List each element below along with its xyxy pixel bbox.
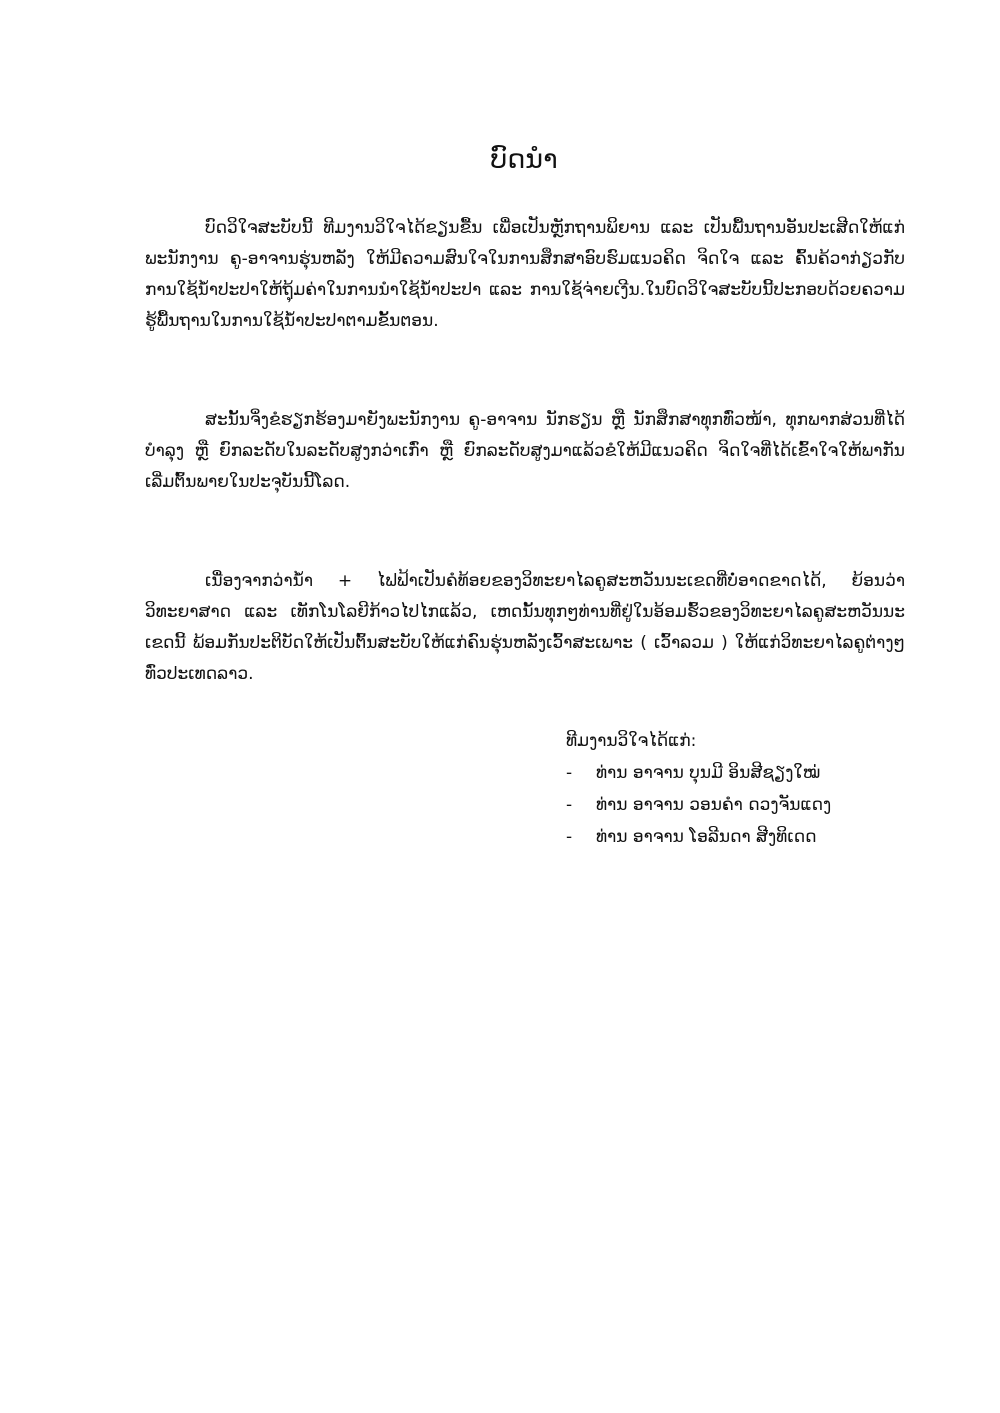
paragraph-appeal: ສະນັ້ນຈິ່ງຂໍຮຽກຮ້ອງມາຍັງພະນັກງານ ຄູ-ອາຈານ ນັກຮຽນ ຫຼື ນັກສຶກສາທຸກທົ່ວໜ້າ, ທຸກພາກສ່ວນທີ່ໄດ້ບໍາລຸງ ຫຼື ຍົກລະດັບໃນລະດັບສູງກວ່າເກົ່າ ຫຼື ຍົກລະດັບສູງມາແລ້ວຂໍໃຫ້ມີແນວຄິດ ຈິດໃຈທີ່ໄດ້ເຂົ້າໃຈໃຫ້ພາກັນເລີ່ມຕົ້ນພາຍໃນປະຈຸບັນນີ້ໂລດ. [145,410,905,492]
list-dash: - [566,827,573,847]
team-heading: ທີມງານວິໃຈໄດ້ແກ່: [566,731,697,751]
team-member-name: ທ່ານ ອາຈານ ວອນຄຳ ດວງຈັນແດງ [596,795,832,815]
paragraph-intro: ບົດວິໃຈສະບັບນີ້ ທີມງານວິໃຈໄດ້ຂຽນຂື້ນ ເພື່ອເປັນຫຼັກຖານພິຍານ ແລະ ເປັນພື້ນຖານອັນປະເສີດໃຫ້ແກ່ພະນັກງານ ຄູ-ອາຈານຮຸ່ນຫລັງ ໃຫ້ມີຄວາມສົນໃຈໃນການສຶກສາອົບຮົມແນວຄິດ ຈິດໃຈ ແລະ ຄົ້ນຄ້ວາກ່ຽວກັບການໃຊ້ນ້ຳປະປາໃຫ້ຖຸ້ມຄ່າໃນການນຳໃຊ້ນ້ຳປະປາ ແລະ ການໃຊ້ຈ່າຍເງີນ.ໃນບົດວິໃຈສະບັບນີ້ປະກອບດ້ວຍຄວາມຮູ້ພື້ນຖານໃນການໃຊ້ນ້ຳປະປາຕາມຂັ້ນຕອນ. [145,218,905,331]
research-team-list [566,725,986,853]
team-member-item [566,821,986,853]
team-member-item [566,757,986,789]
team-member-name: ທ່ານ ອາຈານ ບຸນມີ ອິນສີຊຽງໃໝ່ [596,763,821,783]
team-member-item [566,789,986,821]
list-dash: - [566,795,573,815]
team-member-name: ທ່ານ ອາຈານ ໂອລີນດາ ສີງທິເດດ [596,827,817,847]
paragraph-importance: ເນື່ອງຈາກວ່ານໍ້າ + ໄຟຟ້າເປັນຄໍທ້ອຍຂອງວິທະຍາໄລຄູສະຫວັນນະເຂດທີ່ບໍ່ອາດຂາດໄດ້, ຍ້ອນວ່າວິທະຍາສາດ ແລະ ເທັກໂນໂລຍີກ້າວໄປໄກແລ້ວ, ເຫດນັ້ນທຸກໆທ່ານທີ່ຢູ່ໃນອ້ອມຮົ້ວຂອງວິທະຍາໄລຄູສະຫວັນນະເຂດນີ້ ພ້ອມກັນປະຕິບັດໃຫ້ເປັນຕົ້ນສະບັບໃຫ້ແກ່ຄົນຮຸ່ນຫລັງເວົ້າສະເພາະ ( ເວົ້າລວມ ) ໃຫ້ແກ່ວິທະຍາໄລຄູຕ່າງໆທົ່ວປະເທດລາວ. [145,571,905,684]
page-title: ບົດນຳ [490,144,558,176]
list-dash: - [566,763,573,783]
